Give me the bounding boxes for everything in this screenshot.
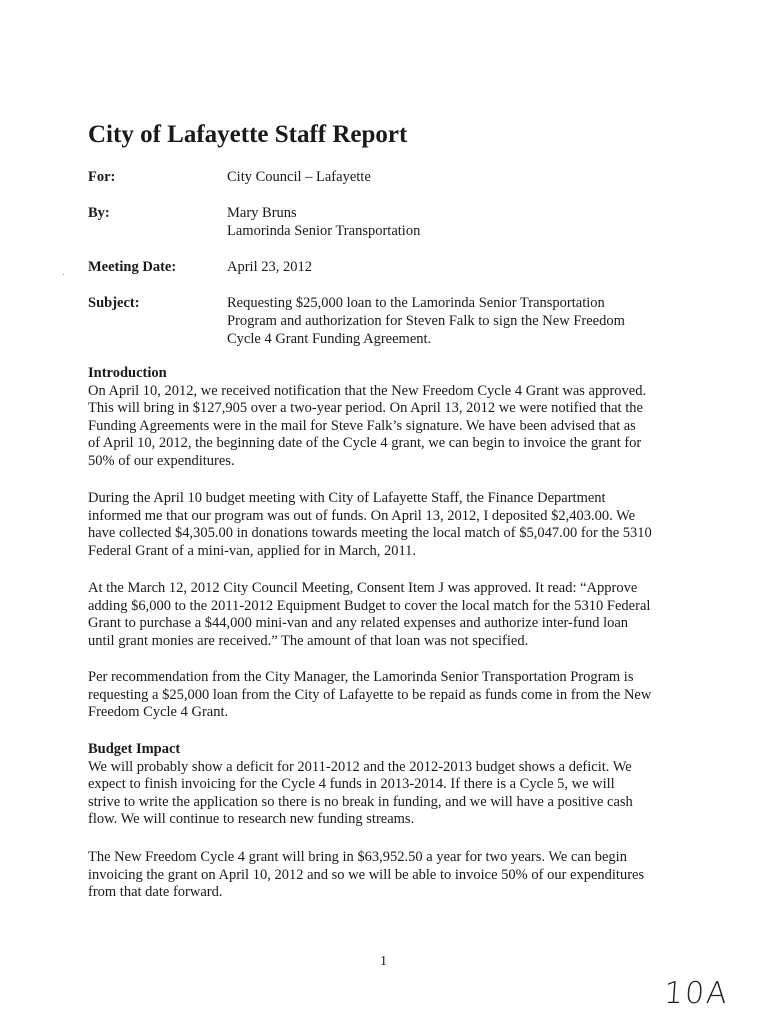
stray-mark: . <box>62 267 65 278</box>
subject-value-line: Cycle 4 Grant Funding Agreement. <box>227 331 432 347</box>
text-line: The New Freedom Cycle 4 grant will bring in $63,952.50 a year for two years. We can begin <box>88 849 627 865</box>
text-line: from that date forward. <box>88 884 223 900</box>
text-line: This will bring in $127,905 over a two-year period. On April 13, 2012 we were notified that the <box>88 400 643 416</box>
text-line: We will probably show a deficit for 2011-2012 and the 2012-2013 budget shows a deficit. We <box>88 758 632 775</box>
by-value <box>227 204 687 240</box>
meeting-date-value <box>227 258 687 276</box>
budget-impact-paragraph <box>88 849 688 902</box>
text-line: Freedom Cycle 4 Grant. <box>88 704 229 720</box>
subject-label: Subject: <box>88 295 140 311</box>
subject-value-line: Program and authorization for Steven Falk to sign the New Freedom <box>227 313 625 329</box>
budget-impact-section <box>88 741 688 829</box>
text-line: On April 10, 2012, we received notification that the New Freedom Cycle 4 Grant was approved. <box>88 382 647 399</box>
text-line: Federal Grant of a mini-van, applied for in March, 2011. <box>88 542 417 559</box>
subject-value-line: Requesting $25,000 loan to the Lamorinda Senior Transportation <box>227 295 605 311</box>
text-line: adding $6,000 to the 2011-2012 Equipment Budget to cover the local match for the 5310 Federal <box>88 597 651 614</box>
text-line: During the April 10 budget meeting with City of Lafayette Staff, the Finance Department <box>88 490 606 506</box>
text-line: Funding Agreements were in the mail for Steve Falk’s signature. We have been advised that as <box>88 417 636 434</box>
text-line: expect to finish invoicing for the Cycle 4 funds in 2013-2014. If there is a Cycle 5, we will <box>88 776 615 792</box>
page-title: City of Lafayette Staff Report <box>88 121 408 148</box>
meeting-date-value-line: April 23, 2012 <box>227 259 312 275</box>
text-line: requesting a $25,000 loan from the City of Lafayette to be repaid as funds come in from the New <box>88 686 652 703</box>
text-line: Per recommendation from the City Manager, the Lamorinda Senior Transportation Program is <box>88 669 634 685</box>
text-line: of April 10, 2012, the beginning date of the Cycle 4 grant, we can begin to invoice the grant for <box>88 435 642 451</box>
for-label: For: <box>88 169 116 185</box>
text-line: have collected $4,305.00 in donations towards meeting the local match of $5,047.00 for the 5310 <box>88 525 652 541</box>
budget-impact-paragraph <box>88 759 688 829</box>
introduction-paragraph <box>88 580 688 650</box>
page-number: 1 <box>380 954 387 969</box>
text-line: informed me that our program was out of funds. On April 13, 2012, I deposited $2,403.00. We <box>88 507 636 524</box>
by-label: By: <box>88 205 110 221</box>
subject-value <box>227 294 687 348</box>
text-line: flow. We will continue to research new funding streams. <box>88 811 415 827</box>
for-value-line: City Council – Lafayette <box>227 169 371 185</box>
introduction-paragraph <box>88 669 688 722</box>
text-line: until grant monies are received.” The amount of that loan was not specified. <box>88 632 529 649</box>
handwritten-note: 10A <box>662 976 730 1011</box>
for-value <box>227 168 687 186</box>
introduction-paragraph <box>88 490 688 560</box>
text-line: At the March 12, 2012 City Council Meeting, Consent Item J was approved. It read: “Approve <box>88 580 638 596</box>
text-line: invoicing the grant on April 10, 2012 and so we will be able to invoice 50% of our expenditures <box>88 866 645 883</box>
by-value-line: Lamorinda Senior Transportation <box>227 223 421 239</box>
meeting-date-label: Meeting Date: <box>88 259 177 275</box>
text-line: Grant to purchase a $44,000 mini-van and any related expenses and authorize inter-fund loan <box>88 615 629 631</box>
budget-impact-heading: Budget Impact <box>88 741 181 757</box>
introduction-heading: Introduction <box>88 365 167 381</box>
introduction-paragraph <box>88 383 688 471</box>
by-value-line: Mary Bruns <box>227 205 297 221</box>
text-line: strive to write the application so there is no break in funding, and we will have a positive cash <box>88 793 633 810</box>
text-line: 50% of our expenditures. <box>88 452 235 469</box>
introduction-section <box>88 365 688 470</box>
